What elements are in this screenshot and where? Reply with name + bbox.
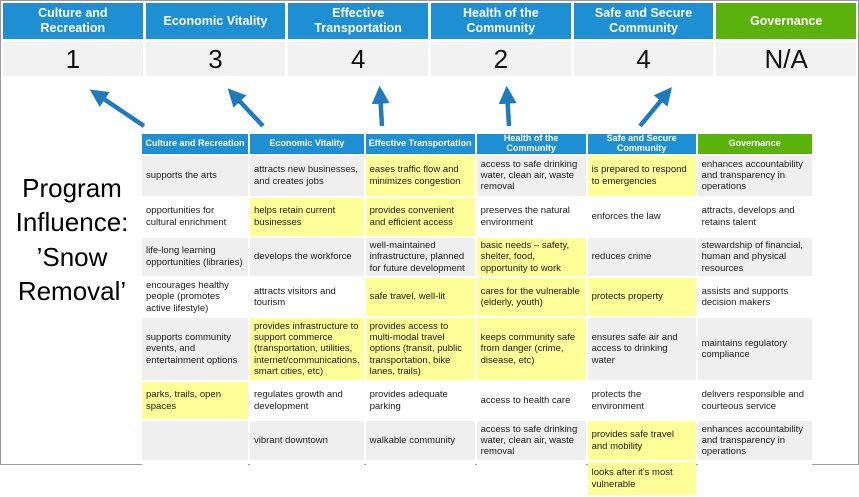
table-cell: access to safe drinking water, clean air, waste removal	[477, 421, 586, 460]
banner-cell-health-community	[431, 3, 571, 39]
table-cell: provides infrastructure to support commerce (transportation, utilities, internet/communications, smart cities, etc)	[250, 318, 364, 380]
table-cell: basic needs – safety, shelter, food, opportunity to work	[477, 238, 586, 276]
matrix-header-row	[142, 134, 812, 154]
table-cell: encourages healthy people (promotes active lifestyle)	[142, 278, 248, 316]
matrix-header-cell: Effective Transportation	[366, 134, 475, 154]
table-cell: is prepared to respond to emergencies	[588, 156, 696, 196]
banner-label: Health of the Community	[463, 6, 539, 35]
table-cell: attracts visitors and tourism	[250, 278, 364, 316]
table-row	[142, 278, 812, 316]
table-cell: develops the workforce	[250, 238, 364, 276]
table-cell: delivers responsible and courteous service	[698, 382, 812, 419]
table-cell: ensures safe air and access to drinking water	[588, 318, 696, 380]
table-cell: supports the arts	[142, 156, 248, 196]
banner-cell-safe-secure	[574, 3, 714, 39]
table-cell: provides adequate parking	[366, 382, 475, 419]
score-governance: N/A	[716, 42, 856, 76]
table-cell: regulates growth and development	[250, 382, 364, 419]
category-banner	[3, 3, 856, 39]
table-row	[142, 382, 812, 419]
table-cell: attracts new businesses, and creates jobs	[250, 156, 364, 196]
table-cell: protects property	[588, 278, 696, 316]
arrow-icon-4	[507, 92, 509, 126]
influence-matrix	[140, 132, 814, 497]
table-cell: maintains regulatory compliance	[698, 318, 812, 380]
score-row	[3, 42, 856, 76]
banner-cell-economic-vitality	[146, 3, 286, 39]
banner-label: Culture and Recreation	[38, 6, 108, 35]
table-cell: provides access to multi-modal travel options (transit, public transportation, bike lanes, trails)	[366, 318, 475, 380]
banner-label: Effective Transportation	[314, 6, 402, 35]
table-row	[142, 198, 812, 236]
table-cell: reduces crime	[588, 238, 696, 276]
table-cell	[142, 462, 248, 495]
table-cell: keeps community safe from danger (crime, disease, etc)	[477, 318, 586, 380]
table-cell: enforces the law	[588, 198, 696, 236]
table-cell: parks, trails, open spaces	[142, 382, 248, 419]
table-cell: walkable community	[366, 421, 475, 460]
table-cell: protects the environment	[588, 382, 696, 419]
matrix-header-cell: Culture and Recreation	[142, 134, 248, 154]
table-cell: provides convenient and efficient access	[366, 198, 475, 236]
arrow-icon-3	[380, 92, 382, 126]
arrow-icon-2	[232, 93, 263, 126]
matrix-header-cell: Economic Vitality	[250, 134, 364, 154]
table-cell: cares for the vulnerable (elderly, youth)	[477, 278, 586, 316]
table-row	[142, 238, 812, 276]
table-cell	[142, 421, 248, 460]
table-cell: safe travel, well-lit	[366, 278, 475, 316]
score-effective-transportation: 4	[288, 42, 428, 76]
table-cell: stewardship of financial, human and physical resources	[698, 238, 812, 276]
banner-cell-effective-transportation	[288, 3, 428, 39]
table-cell: provides safe travel and mobility	[588, 421, 696, 460]
table-cell	[698, 462, 812, 495]
influence-arrows	[1, 81, 859, 133]
banner-label: Economic Vitality	[163, 13, 268, 28]
table-cell: well-maintained infrastructure, planned for future development	[366, 238, 475, 276]
table-cell: helps retain current businesses	[250, 198, 364, 236]
banner-label: Safe and Secure Community	[594, 6, 693, 35]
table-cell: life-long learning opportunities (libraries)	[142, 238, 248, 276]
table-cell: eases traffic flow and minimizes congestion	[366, 156, 475, 196]
banner-cell-culture-recreation	[3, 3, 143, 39]
table-cell: access to health care	[477, 382, 586, 419]
table-cell: supports community events, and entertainment options	[142, 318, 248, 380]
table-cell: vibrant downtown	[250, 421, 364, 460]
program-influence-label: Program Influence: ’Snow Removal’	[15, 173, 129, 306]
score-culture-recreation: 1	[3, 42, 143, 76]
score-health-community: 2	[431, 42, 571, 76]
score-safe-secure: 4	[574, 42, 714, 76]
table-row	[142, 462, 812, 495]
table-cell: looks after it's most vulnerable	[588, 462, 696, 495]
banner-label: Governance	[750, 13, 823, 28]
table-cell	[477, 462, 586, 495]
table-cell: opportunities for cultural enrichment	[142, 198, 248, 236]
arrow-icon-5	[640, 92, 668, 126]
table-cell: enhances accountability and transparency in operations	[698, 421, 812, 460]
matrix-header-cell: Safe and Secure Community	[588, 134, 696, 154]
table-cell: preserves the natural environment	[477, 198, 586, 236]
table-cell: assists and supports decision makers	[698, 278, 812, 316]
table-cell: attracts, develops and retains talent	[698, 198, 812, 236]
table-cell: access to safe drinking water, clean air, waste removal	[477, 156, 586, 196]
matrix-header-cell: Health of the Community	[477, 134, 586, 154]
arrow-icon-1	[95, 93, 144, 126]
matrix-header-cell: Governance	[698, 134, 812, 154]
table-cell	[366, 462, 475, 495]
score-economic-vitality: 3	[146, 42, 286, 76]
table-row	[142, 421, 812, 460]
table-row	[142, 156, 812, 196]
table-cell: enhances accountability and transparency in operations	[698, 156, 812, 196]
banner-cell-governance	[716, 3, 856, 39]
table-row	[142, 318, 812, 380]
table-cell	[250, 462, 364, 495]
